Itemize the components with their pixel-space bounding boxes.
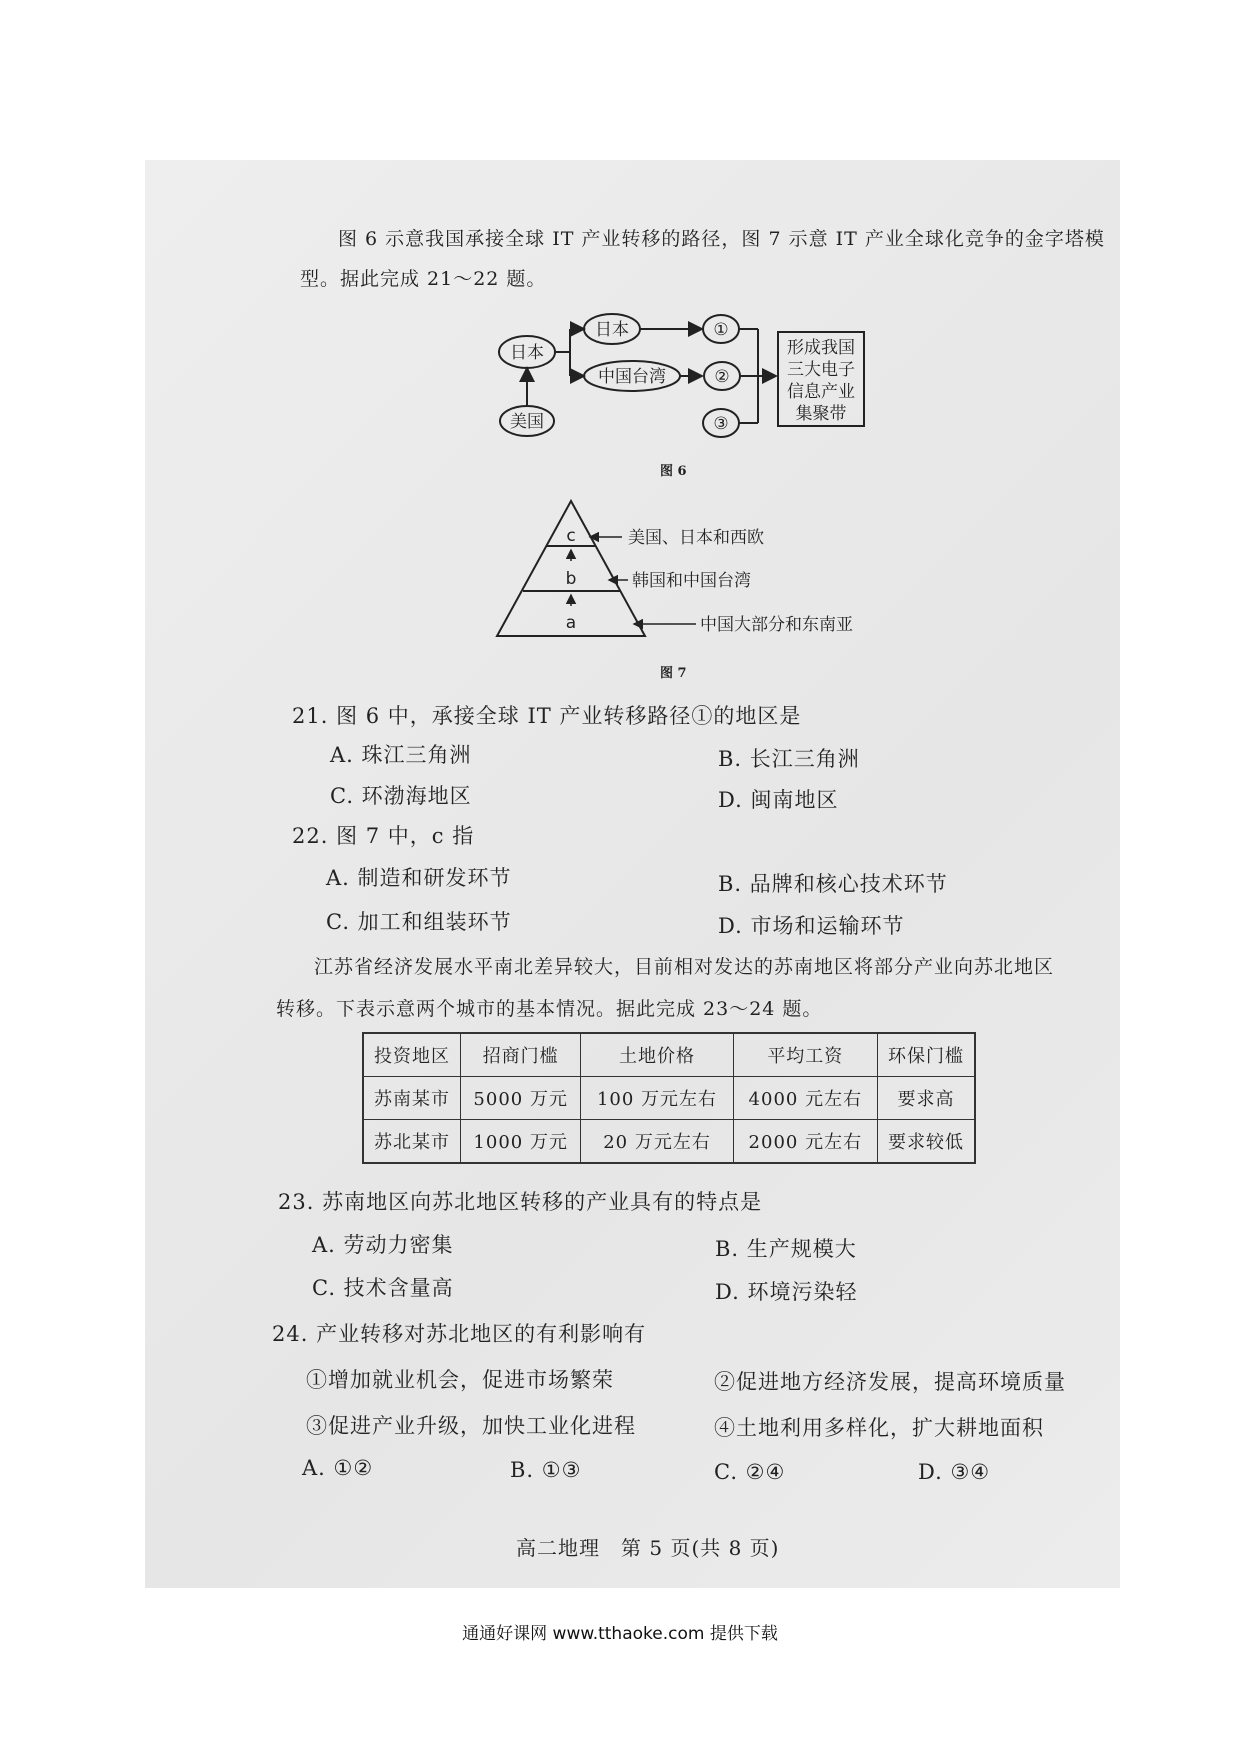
table-cell: 1000 万元 <box>461 1120 581 1164</box>
q24-stem: 24. 产业转移对苏北地区的有利影响有 <box>272 1322 647 1346</box>
figure-7-pyramid <box>0 0 1240 700</box>
table-cell: 5000 万元 <box>461 1077 581 1120</box>
taiwan-label: 中国台湾 <box>598 367 666 387</box>
circle-1-label: ① <box>713 320 729 340</box>
q23-stem: 23. 苏南地区向苏北地区转移的产业具有的特点是 <box>278 1190 763 1214</box>
q21-stem: 21. 图 6 中，承接全球 IT 产业转移路径①的地区是 <box>292 704 802 728</box>
table-cell: 20 万元左右 <box>581 1120 733 1164</box>
q23-option-c: C. 技术含量高 <box>312 1276 454 1300</box>
q24-option-a: A. ①② <box>302 1456 374 1480</box>
q24-statement-4: ④土地利用多样化，扩大耕地面积 <box>714 1416 1044 1440</box>
table-cell: 4000 元左右 <box>733 1077 877 1120</box>
japan-source-label: 日本 <box>510 343 544 363</box>
download-watermark: 通通好课网 www.tthaoke.com 提供下载 <box>462 1624 778 1644</box>
table-cell: 要求高 <box>877 1077 975 1120</box>
usa-label: 美国 <box>510 412 544 432</box>
q24-option-d: D. ③④ <box>918 1460 991 1484</box>
q21-option-a: A. 珠江三角洲 <box>330 743 472 767</box>
result-line-1: 形成我国 <box>787 338 855 358</box>
figure-6-caption: 图 6 <box>660 464 687 479</box>
result-line-4: 集聚带 <box>795 404 847 424</box>
table-cell: 苏南某市 <box>363 1077 461 1120</box>
figure-7-caption: 图 7 <box>660 666 687 681</box>
pyramid-mid-label: 韩国和中国台湾 <box>632 571 751 591</box>
q23-option-a: A. 劳动力密集 <box>312 1233 454 1257</box>
q24-statement-1: ①增加就业机会，促进市场繁荣 <box>306 1368 614 1392</box>
intro-line-1: 图 6 示意我国承接全球 IT 产业转移的路径，图 7 示意 IT 产业全球化竞争的金字塔模 <box>338 228 1105 250</box>
level-a-label: a <box>565 613 577 633</box>
intro2-line-2: 转移。下表示意两个城市的基本情况。据此完成 23～24 题。 <box>276 998 823 1020</box>
q24-statement-2: ②促进地方经济发展，提高环境质量 <box>714 1370 1066 1394</box>
level-c-label: c <box>566 526 576 546</box>
intro2-line-1: 江苏省经济发展水平南北差异较大，目前相对发达的苏南地区将部分产业向苏北地区 <box>314 956 1055 978</box>
q22-option-b: B. 品牌和核心技术环节 <box>718 872 948 896</box>
table-cell: 100 万元左右 <box>581 1077 733 1120</box>
q22-option-d: D. 市场和运输环节 <box>718 914 905 938</box>
result-line-2: 三大电子 <box>787 360 855 380</box>
q22-option-c: C. 加工和组装环节 <box>326 910 512 934</box>
table-row <box>363 1077 975 1120</box>
q24-option-c: C. ②④ <box>714 1460 786 1484</box>
city-comparison-table <box>362 1032 976 1164</box>
pyramid-top-label: 美国、日本和西欧 <box>628 528 764 548</box>
japan-label: 日本 <box>595 320 629 340</box>
intro-line-2: 型。据此完成 21～22 题。 <box>300 268 547 290</box>
table-header-cell: 投资地区 <box>363 1033 461 1077</box>
result-line-3: 信息产业 <box>787 382 855 402</box>
circle-2-label: ② <box>714 367 730 387</box>
level-b-label: b <box>565 569 577 589</box>
q21-option-c: C. 环渤海地区 <box>330 784 472 808</box>
table-cell: 要求较低 <box>877 1120 975 1164</box>
table-header-cell: 平均工资 <box>733 1033 877 1077</box>
table-row <box>363 1120 975 1164</box>
circle-3-label: ③ <box>713 414 729 434</box>
table-header-cell: 土地价格 <box>581 1033 733 1077</box>
table-header-cell: 招商门槛 <box>461 1033 581 1077</box>
table-cell: 苏北某市 <box>363 1120 461 1164</box>
table-header-row <box>363 1033 975 1077</box>
q22-stem: 22. 图 7 中，c 指 <box>292 824 475 848</box>
q21-option-d: D. 闽南地区 <box>718 788 839 812</box>
q21-option-b: B. 长江三角洲 <box>718 747 860 771</box>
q24-statement-3: ③促进产业升级，加快工业化进程 <box>306 1414 636 1438</box>
page-footer: 高二地理 第 5 页(共 8 页) <box>516 1536 780 1560</box>
q23-option-b: B. 生产规模大 <box>715 1237 857 1261</box>
table-header-cell: 环保门槛 <box>877 1033 975 1077</box>
q22-option-a: A. 制造和研发环节 <box>326 866 512 890</box>
q23-option-d: D. 环境污染轻 <box>715 1280 858 1304</box>
table-cell: 2000 元左右 <box>733 1120 877 1164</box>
pyramid-bottom-label: 中国大部分和东南亚 <box>700 615 853 635</box>
q24-option-b: B. ①③ <box>510 1458 582 1482</box>
